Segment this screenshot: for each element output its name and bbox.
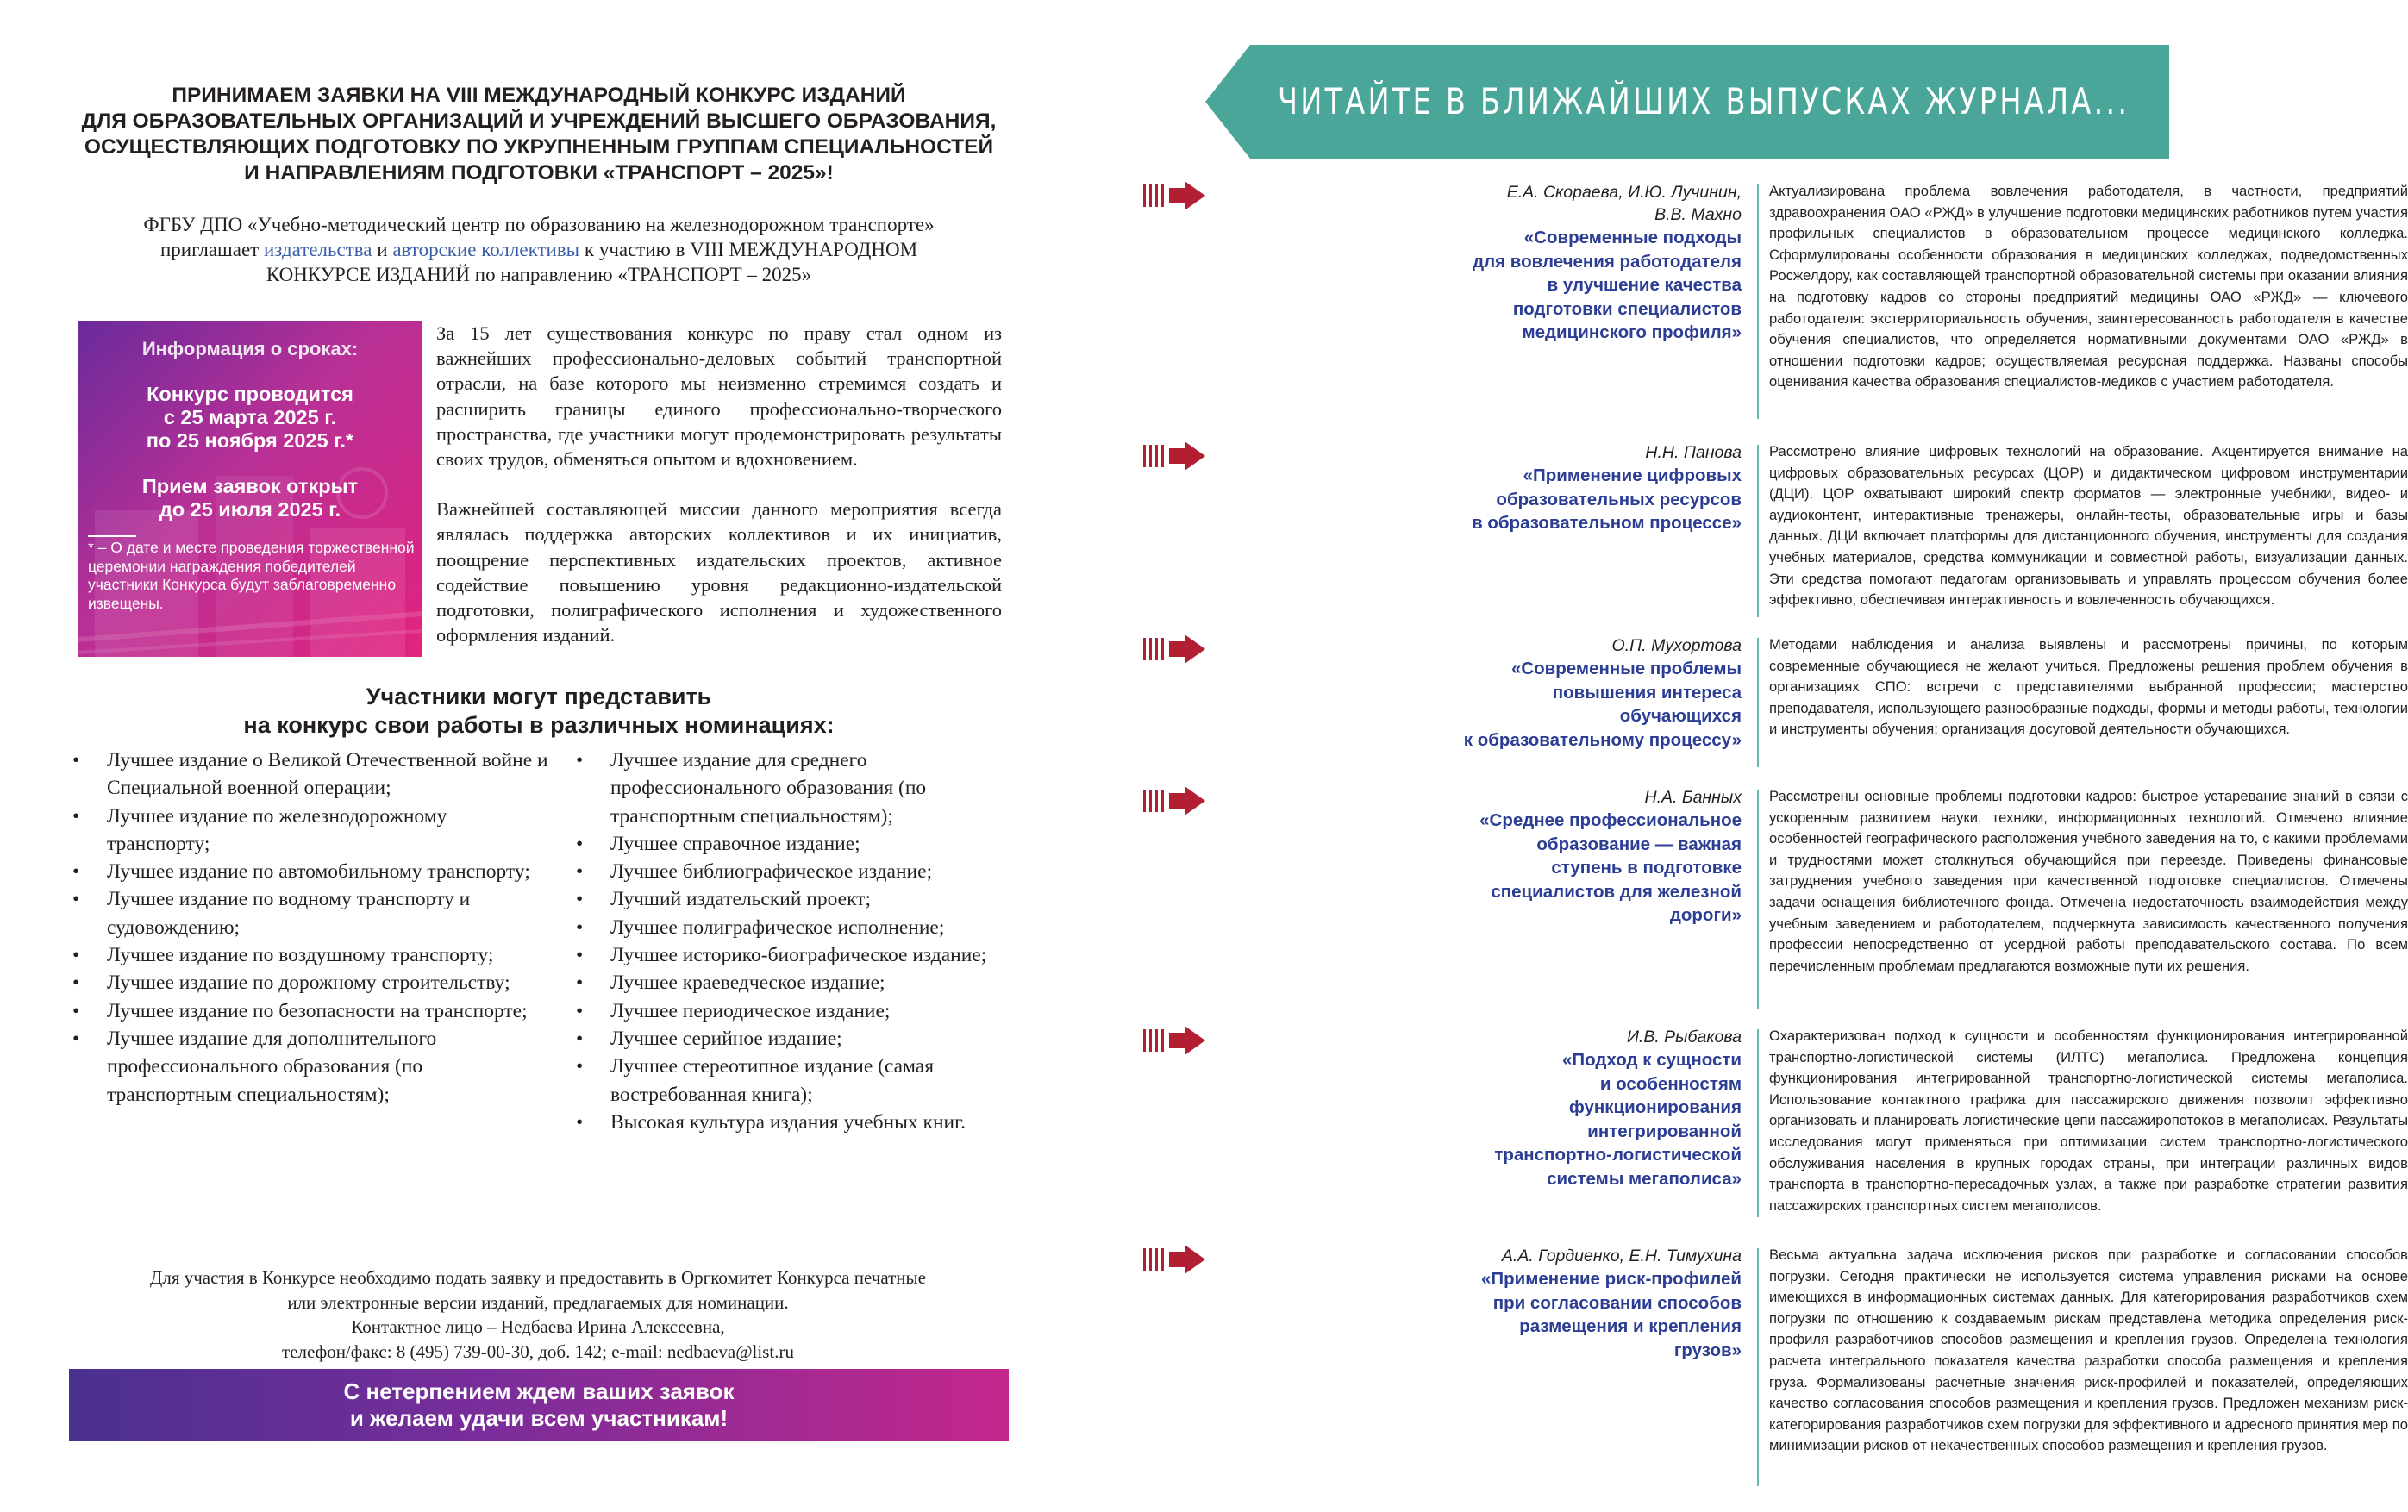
contest-dates-line: с 25 марта 2025 г.: [163, 406, 337, 428]
contacts-line: или электронные версии изданий, предлагаемых для номинации.: [287, 1291, 789, 1313]
contacts-line[interactable]: телефон/факс: 8 (495) 739-00-30, доб. 142; e-mail: nedbaeva@list.ru: [282, 1340, 794, 1362]
participation-contacts: [64, 1265, 1012, 1364]
deadline-line: Прием заявок открыт: [141, 475, 359, 497]
article-title-line: «Среднее профессиональное: [1479, 810, 1742, 830]
title-line: И НАПРАВЛЕНИЯМ ПОДГОТОВКИ «ТРАНСПОРТ – 2025»!: [244, 161, 834, 184]
application-deadline: [78, 475, 422, 522]
nomination-item: • Лучшее издание по воздушному транспорту;: [69, 941, 552, 969]
nomination-item: • Лучшее издание по автомобильному транспорту;: [69, 858, 552, 885]
info-row: [69, 321, 1009, 665]
article-authors: В.В. Махно: [1654, 205, 1742, 224]
article-title-line: обучающихся: [1619, 706, 1742, 726]
intro-text-part: приглашает: [159, 239, 264, 260]
article-title-line: к образовательному процессу»: [1463, 729, 1742, 750]
title-line: ДЛЯ ОБРАЗОВАТЕЛЬНЫХ ОРГАНИЗАЦИЙ И УЧРЕЖДЕНИЙ ВЫСШЕГО ОБРАЗОВАНИЯ,: [81, 109, 997, 133]
description-paragraph: За 15 лет существования конкурс по праву стал одном из важнейших профессионально-деловых событий транспортной отрасли, на базе которого мы неизменно стремимся создать и расширить границы единого профессионально-творческого пространства, где участники могут продемонстрировать результаты своих трудов, обменяться опытом и вдохновением.: [436, 322, 1002, 471]
article-divider: [1757, 1248, 1759, 1486]
deadline-line: до 25 июля 2025 г.: [159, 498, 341, 521]
article-title-line: «Применение риск-профилей: [1480, 1269, 1742, 1289]
article-title-line: образовательных ресурсов: [1496, 489, 1742, 509]
article-divider: [1757, 184, 1759, 419]
nomination-item: • Лучшее издание по безопасности на транспорте;: [69, 997, 552, 1025]
nomination-item: • Лучшее серийное издание;: [572, 1025, 1012, 1053]
nomination-item: • Лучшее историко-биографическое издание;: [572, 941, 1012, 969]
arrow-icon: [1143, 786, 1205, 815]
nomination-item: • Лучшее краеведческое издание;: [572, 969, 1012, 997]
intro-line: КОНКУРСЕ ИЗДАНИЙ по направлению «ТРАНСПОРТ – 2025»: [266, 264, 812, 285]
article-heading: [1212, 1245, 1742, 1362]
article-title-line: в образовательном процессе»: [1472, 513, 1742, 533]
article-title-line: «Современные проблемы: [1510, 659, 1742, 678]
deadlines-heading: Информация о сроках:: [141, 338, 359, 359]
title-line: ОСУЩЕСТВЛЯЮЩИХ ПОДГОТОВКУ ПО УКРУПНЕННЫМ ГРУППАМ СПЕЦИАЛЬНОСТЕЙ: [84, 135, 994, 159]
article-heading: [1212, 634, 1742, 752]
nominations-list-left: [69, 747, 552, 1109]
article-title-line: специалистов для железной: [1491, 881, 1742, 902]
arrow-icon: [1143, 181, 1205, 210]
article-abstract: Охарактеризован подход к сущности и особенностям функционирования интегрированной транспортно-логистической системы (ИЛТС) мегаполиса. Предложена концепция функционирования интегрированной транспортно-логистической системы мегаполиса. Использование контактного графика для пассажирского движения позволит эффективно организовать и планировать логистические цепи пассажиропотоков в мегаполисах. Результаты исследования могут применяться при оптимизации систем транспортно-логистического обслуживания населения в крупных городах страны, при интеграции различных видов транспорта в транспортно-пересадочных узлах, а также при разработке стратегии развития пассажирских транспортных систем мегаполисов.: [1769, 1028, 2408, 1214]
article-title-line: грузов»: [1673, 1340, 1742, 1360]
description-paragraph: Важнейшей составляющей миссии данного мероприятия всегда являлась поддержка авторских коллективов и их инициатив, поощрение перспективных издательских проектов, активное содействие повышению уровня редакционно-издательской подготовки, полиграфического исполнения и художественного оформления изданий.: [436, 498, 1002, 647]
article-authors: Н.А. Банных: [1644, 788, 1742, 807]
article-title-line: и особенностям: [1599, 1073, 1742, 1094]
article-title-line: ступень в подготовке: [1551, 858, 1742, 878]
intro-line: [69, 237, 1009, 262]
contacts-line: Контактное лицо – Недбаева Ирина Алексеевна,: [351, 1316, 725, 1337]
article-divider: [1757, 638, 1759, 767]
article-authors: Е.А. Скораева, И.Ю. Лучинин,: [1506, 183, 1742, 202]
nominations-heading: [69, 683, 1009, 740]
nomination-item: • Лучшее издание для дополнительного профессионального образования (по транспортным специальностям);: [69, 1025, 552, 1109]
nomination-item: • Лучшее стереотипное издание (самая востребованная книга);: [572, 1053, 1012, 1109]
intro-text: [69, 212, 1009, 287]
good-luck-banner: [69, 1369, 1009, 1441]
intro-text-part: и: [372, 239, 393, 260]
article-title-line: «Применение цифровых: [1523, 465, 1742, 485]
article-title-line: транспортно-логистической: [1494, 1145, 1742, 1165]
article-abstract: Рассмотрены основные проблемы подготовки кадров: быстрое устаревание знаний в связи с ускоренным развитием науки, техники, информационных технологий. Отмечено влияние особенностей географического расположения учебного заведения на то, с какими проблемами и трудностями может столкнуться обучающийся при переезде. Приведены финансовые затруднения учебного заведения при качественной подготовке специалистов. Отмечены задачи оснащения библиотечного фонда. Отмечена недостаточность взаимодействия между учебным заведением и работодателем, подчеркнута зависимость качественного получения профессии непосредственно от усердной работы преподавательского состава. По всем перечисленным проблемам предлагаются возможные пути их решения.: [1769, 788, 2408, 974]
article-authors: О.П. Мухортова: [1611, 636, 1742, 655]
publishers-link[interactable]: издательства: [263, 239, 372, 260]
nomination-item: • Лучшее полиграфическое исполнение;: [572, 914, 1012, 941]
article-authors: И.В. Рыбакова: [1626, 1028, 1742, 1047]
nomination-item: • Лучшее справочное издание;: [572, 830, 1012, 858]
nomination-item: • Лучшее издание по водному транспорту и судовождению;: [69, 885, 552, 941]
article-heading: [1212, 1026, 1742, 1190]
contacts-line: Для участия в Конкурсе необходимо подать заявку и предоставить в Оргкомитет Конкурса печатные: [150, 1267, 926, 1288]
article-title-line: дороги»: [1669, 905, 1742, 925]
article-authors: А.А. Гордиенко, Е.Н. Тимухина: [1501, 1246, 1742, 1265]
article-title-line: «Современные подходы: [1523, 228, 1742, 247]
nominations-heading-line: на конкурс свои работы в различных номинациях:: [243, 712, 835, 738]
article-heading: [1212, 181, 1742, 345]
arrow-icon: [1143, 1245, 1205, 1274]
article-title-line: при согласовании способов: [1492, 1292, 1742, 1313]
banner-line: С нетерпением ждем ваших заявок: [343, 1378, 735, 1404]
article-abstract: Методами наблюдения и анализа выявлены и рассмотрены причины, по которым современные обучающиеся не желают учиться. Предложены решения проблем обучения в организациях СПО: встречи с представителями выбранной профессии; мастерство преподавателя, использующего разнообразные подходы, формы и методы работы, технологии и инструменты обучения; организация досуговой деятельности обучающихся.: [1769, 636, 2408, 738]
intro-text-part: к участию в VIII МЕЖДУНАРОДНОМ: [579, 239, 918, 260]
banner-title: ЧИТАЙТЕ В БЛИЖАЙШИХ ВЫПУСКАХ ЖУРНАЛА...: [1278, 80, 2130, 122]
article-title-line: подготовки специалистов: [1512, 298, 1742, 319]
article-divider: [1757, 445, 1759, 617]
announcement-title: [69, 83, 1009, 186]
ceremony-footnote: * – О дате и месте проведения торжественной церемонии награждения победителей участники Конкурса будут заблаговременно извещены.: [88, 539, 415, 612]
article-abstract: Актуализирована проблема вовлечения работодателя, в частности, предприятий здравоохранения ОАО «РЖД» в улучшение подготовки медицинских работников путем участия профильных специалистов в образовательном процессе медицинского колледжа. Сформулированы особенности образования в медицинских колледжах, подведомственных Росжелдору, как составляющей транспортной образовательной системы при оказании влияния на подготовку кадров со стороны предприятий медицины ОАО «РЖД» — ключевого работодателя: экстерриториальность обучения, заинтересованность работодателя в качестве обучения специалистов, что определяется нормативными документами ОАО «РЖД» в отношении подготовки кадров; осуществляемая ресурсная поддержка. Названы способы оценивания качества образования специалистов-медиков с участием работодателя.: [1769, 183, 2408, 390]
article-heading: [1212, 786, 1742, 928]
nominations-heading-line: Участники могут представить: [366, 684, 712, 709]
contest-dates: [78, 383, 422, 453]
article-abstract: Весьма актуальна задача исключения рисков при разработке и согласовании способов погрузки. Сегодня практически не используется система управления рисками на основе имеющихся в информационных системах данных. Для категорирования разработчиков схем погрузки по отношению к создаваемым рискам представлена методика определения риск-профиля разработчиков способов размещения и крепления грузов. Определена технология расчета интегрального показателя качества разработки способа размещения и крепления груза. Формализованы расчетные значения риск-профилей и показателей, определяющих качество согласования способов размещения и крепления грузов. Предложен механизм риск-категорирования разработчиков схем погрузки для эффективного и адресного принятия мер по минимизации рисков от некачественных способов размещения и крепления грузов.: [1769, 1246, 2408, 1454]
nomination-item: • Лучшее издание по железнодорожному транспорту;: [69, 803, 552, 859]
arrow-icon: [1143, 1026, 1205, 1055]
upcoming-issues-banner: [1205, 45, 2169, 159]
nomination-item: • Лучшее издание о Великой Отечественной войне и Специальной военной операции;: [69, 747, 552, 803]
article-title-line: системы мегаполиса»: [1547, 1168, 1742, 1189]
contest-dates-line: по 25 ноября 2025 г.*: [146, 429, 354, 452]
article-title-line: в улучшение качества: [1547, 275, 1742, 295]
article-authors: Н.Н. Панова: [1645, 443, 1742, 462]
intro-line: ФГБУ ДПО «Учебно-методический центр по образованию на железнодорожном транспорте»: [143, 214, 935, 235]
banner-line: и желаем удачи всем участникам!: [349, 1405, 729, 1431]
title-line: ПРИНИМАЕМ ЗАЯВКИ НА VIII МЕЖДУНАРОДНЫЙ КОНКУРС ИЗДАНИЙ: [172, 84, 906, 107]
contest-announcement: [69, 83, 1009, 1431]
article-title-line: повышения интереса: [1552, 682, 1742, 703]
contest-description: [436, 321, 1002, 647]
nomination-item: • Лучшее издание по дорожному строительству;: [69, 969, 552, 997]
article-title-line: для вовлечения работодателя: [1473, 251, 1742, 272]
nomination-item: • Лучшее периодическое издание;: [572, 997, 1012, 1025]
article-title-line: интегрированной: [1587, 1121, 1742, 1141]
article-heading: [1212, 441, 1742, 535]
article-title-line: функционирования: [1568, 1097, 1742, 1117]
article-title-line: медицинского профиля»: [1522, 322, 1742, 342]
article-title-line: образование — важная: [1536, 834, 1742, 854]
nomination-item: • Высокая культура издания учебных книг.: [572, 1109, 1012, 1136]
article-divider: [1757, 790, 1759, 1009]
article-title-line: «Подход к сущности: [1562, 1050, 1742, 1070]
article-abstract: Рассмотрено влияние цифровых технологий на образование. Акцентируется внимание на цифровых образовательных ресурсах (ЦОР) и дидактическом цифровом инструментарии (ДЦИ). ЦОР охватывают широкий спектр форматов — электронные учебники, видео- и аудиоконтент, интерактивные тренажеры, онлайн-тесты, образовательные игры и базы данных. ДЦИ включает платформы для дистанционного обучения, инструменты для создания учебных материалов, средства коммуникации и совместной работы, визуализации данных. Эти средства помогают педагогам организовывать и управлять процессом обучения более эффективно, обеспечивая интерактивность и вовлеченность обучающихся.: [1769, 443, 2408, 609]
article-divider: [1757, 1029, 1759, 1217]
article-title-line: размещения и крепления: [1519, 1316, 1742, 1336]
contest-dates-line: Конкурс проводится: [147, 383, 353, 405]
nomination-item: • Лучшее издание для среднего профессионального образования (по транспортным специальностям);: [572, 747, 1012, 830]
nominations-list-right: [572, 747, 1012, 1136]
deadlines-info-box: [78, 321, 422, 657]
nomination-item: • Лучшее библиографическое издание;: [572, 858, 1012, 885]
arrow-icon: [1143, 441, 1205, 471]
arrow-icon: [1143, 634, 1205, 664]
nomination-item: • Лучший издательский проект;: [572, 885, 1012, 913]
author-teams-link[interactable]: авторские коллективы: [392, 239, 580, 260]
